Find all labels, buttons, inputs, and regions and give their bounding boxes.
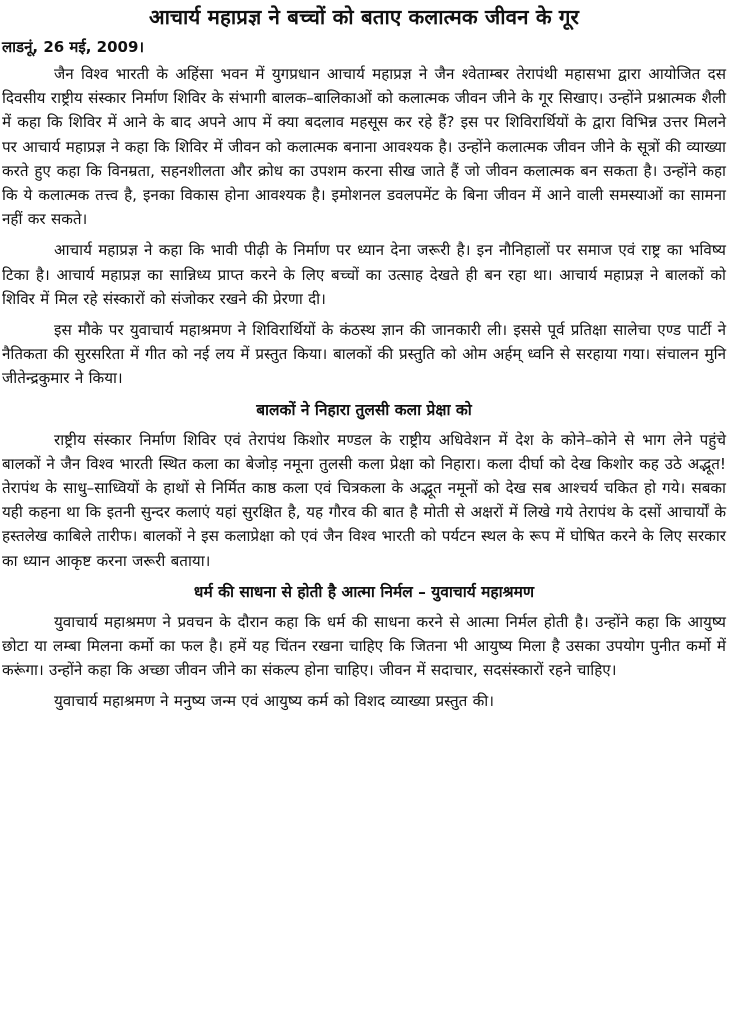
section-heading-dharma: धर्म की साधना से होती है आत्मा निर्मल – युवाचार्य महाश्रमण bbox=[193, 582, 535, 601]
article-paragraph-3: इस मौके पर युवाचार्य महाश्रमण ने शिविरार्थियों के कंठस्थ ज्ञान की जानकारी ली। इससे पूर्व प्रतिक्षा सालेचा एण्ड पार्टी ने नैतिकता की सुरसरिता में गीत को नई लय में प्रस्तुत किया। बालकों की प्रस्तुति को ओम अर्हम् ध्वनि से सरहाया गया। संचालन मुनि जीतेन्द्रकुमार ने किया। bbox=[2, 321, 727, 388]
dateline: लाडनूं, 26 मई, 2009। bbox=[2, 38, 145, 56]
article-paragraph-1: जैन विश्व भारती के अहिंसा भवन में युगप्रधान आचार्य महाप्रज्ञ ने जैन श्वेताम्बर तेरापंथी महासभा द्वारा आयोजित दस दिवसीय राष्ट्रीय संस्कार निर्माण शिविर के संभागी बालक–बालिकाओं को कलात्मक जीवन जीने के गूर सिखाए। उन्होंने प्रश्नात्मक शैली में कहा कि शिविर में आने के बाद अपने आप में क्या बदलाव महसूस कर रहे हैं? इस पर शिविरार्थियों के द्वारा विभिन्न उत्तर मिलने पर आचार्य महाप्रज्ञ ने कहा कि शिविर में जीवन को कलात्मक बनाना आवश्यक है। उन्होंने कलात्मक जीवन जीने के सूत्रों की व्याख्या करते हुए कहा कि विनम्रता, सहनशीलता और क्रोध का उपशम करना सीख जाते हैं जो जीवन कलात्मक बन सकता है। उन्होंने कहा कि ये कलात्मक तत्त्व है, इनका विकास होना आवश्यक है। इमोशनल डवलपमेंट के बिना जीवन में आने वाली समस्याओं का सामना नहीं कर सकते। bbox=[2, 65, 726, 229]
article-paragraph-2: आचार्य महाप्रज्ञ ने कहा कि भावी पीढ़ी के निर्माण पर ध्यान देना जरूरी है। इन नौनिहालों पर समाज एवं राष्ट्र का भविष्य टिका है। आचार्य महाप्रज्ञ का सान्निध्य प्राप्त करने के लिए बच्चों का उत्साह देखते ही बन रहा था। आचार्य महाप्रज्ञ ने बालकों को शिविर में मिल रहे संस्कारों को संजोकर रखने की प्रेरणा दी। bbox=[2, 241, 726, 308]
section2-paragraph-1: राष्ट्रीय संस्कार निर्माण शिविर एवं तेरापंथ किशोर मण्डल के राष्ट्रीय अधिवेशन में देश के कोने–कोने से भाग लेने पहुंचे बालकों ने जैन विश्व भारती स्थित कला का बेजोड़ नमूना तुलसी कला प्रेक्षा को निहारा। कला दीर्घा को देख किशोर कह उठे अद्भूत! तेरापंथ के साधु–साध्वियों के हाथों से निर्मित काष्ठ कला एवं चित्रकला के अद्भूत नमूनों को देख सब आश्चर्य चकित हो गये। सबका यही कहना था कि इतनी सुन्दर कलाएं यहां सुरक्षित है, यह गौरव की बात है मोती से अक्षरों में लिखे गये तेरापंथ के दसों आचार्यों के हस्तलेख काबिले तारीफ। बालकों ने इस कलाप्रेक्षा को एवं जैन विश्व भारती को पर्यटन स्थल के रूप में घोषित करने के लिए सरकार का ध्यान आकृष्ट करना जरूरी बताया। bbox=[2, 430, 726, 570]
page-title: आचार्य महाप्रज्ञ ने बच्चों को बताए कलात्मक जीवन के गूर bbox=[148, 5, 580, 29]
section3-paragraph-1: युवाचार्य महाश्रमण ने प्रवचन के दौरान कहा कि धर्म की साधना करने से आत्मा निर्मल होती है। उन्होंने कहा कि आयुष्य छोटा या लम्बा मिलना कर्मो का फल है। हमें यह चिंतन रखना चाहिए कि जितना भी आयुष्य मिला है उसका उपयोग पुनीत कर्मो में करूंगा। उन्होंने कहा कि अच्छा जीवन जीने का संकल्प होना चाहिए। जीवन में सदाचार, सदसंस्कारों रहने चाहिए। bbox=[2, 612, 726, 680]
section3-paragraph-2: युवाचार्य महाश्रमण ने मनुष्य जन्म एवं आयुष्य कर्म को विशद व्याख्या प्रस्तुत की। bbox=[54, 692, 494, 711]
section-heading-art-gallery: बालकों ने निहारा तुलसी कला प्रेक्षा को bbox=[256, 400, 472, 419]
